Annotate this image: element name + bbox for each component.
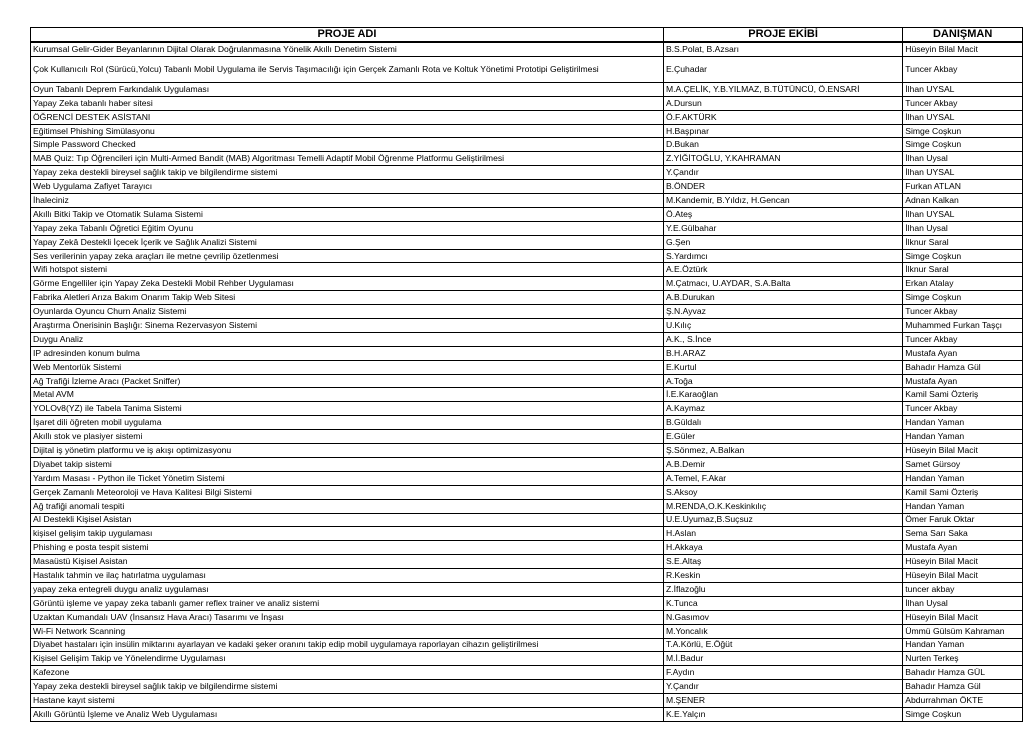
cell-project[interactable]: Yapay zeka destekli bireysel sağlık takip ve bilgilendirme sistemi — [31, 166, 664, 180]
cell-project[interactable]: Görme Engelliler için Yapay Zeka Destekli Mobil Rehber Uygulaması — [31, 277, 664, 291]
cell-team[interactable]: Z.İflazoğlu — [663, 582, 902, 596]
table-row — [31, 360, 1023, 374]
cell-project[interactable]: Ses verilerinin yapay zeka araçları ile metne çevrilip özetlenmesi — [31, 249, 664, 263]
cell-advisor[interactable]: Mustafa Ayan — [903, 374, 1023, 388]
cell-advisor[interactable]: Bahadır Hamza Gül — [903, 680, 1023, 694]
cell-advisor[interactable]: İlknur Saral — [903, 235, 1023, 249]
cell-advisor[interactable]: Tuncer Akbay — [903, 56, 1023, 82]
cell-team[interactable]: İ.E.Karaoğlan — [663, 388, 902, 402]
table-row — [31, 513, 1023, 527]
cell-project[interactable]: Ağ trafiği anomali tespiti — [31, 499, 664, 513]
table-row — [31, 96, 1023, 110]
table-row — [31, 42, 1023, 56]
cell-team[interactable]: K.E.Yalçın — [663, 707, 902, 721]
cell-team[interactable]: K.Tunca — [663, 596, 902, 610]
cell-advisor[interactable]: Tuncer Akbay — [903, 305, 1023, 319]
cell-team[interactable]: F.Aydın — [663, 666, 902, 680]
cell-advisor[interactable]: Hüseyin Bilal Macit — [903, 42, 1023, 56]
cell-team[interactable]: S.E.Altaş — [663, 555, 902, 569]
cell-team[interactable]: H.Başpınar — [663, 124, 902, 138]
cell-project[interactable]: ÖĞRENCİ DESTEK ASİSTANI — [31, 110, 664, 124]
cell-team[interactable]: U.E.Uyumaz,B.Suçsuz — [663, 513, 902, 527]
cell-advisor[interactable]: Tuncer Akbay — [903, 332, 1023, 346]
cell-advisor[interactable]: Handan Yaman — [903, 638, 1023, 652]
cell-advisor[interactable]: Furkan ATLAN — [903, 180, 1023, 194]
cell-project[interactable]: Çok Kullanıcılı Rol (Sürücü,Yolcu) Tabanlı Mobil Uygulama ile Servis Taşımacılığı için Gerçek Zamanlı Rota ve Koltuk Yönetimi Prototipi Geliştirilmesi — [31, 56, 664, 82]
cell-project[interactable]: İhaleciniz — [31, 194, 664, 208]
cell-advisor[interactable]: Simge Coşkun — [903, 138, 1023, 152]
table-row — [31, 332, 1023, 346]
cell-advisor[interactable]: İlhan UYSAL — [903, 207, 1023, 221]
cell-project[interactable]: Yapay Zekâ Destekli İçecek İçerik ve Sağlık Analizi Sistemi — [31, 235, 664, 249]
table-row — [31, 56, 1023, 82]
table-row — [31, 374, 1023, 388]
cell-project[interactable]: Duygu Analiz — [31, 332, 664, 346]
cell-advisor[interactable]: Handan Yaman — [903, 471, 1023, 485]
cell-team[interactable]: H.Akkaya — [663, 541, 902, 555]
cell-team[interactable]: M.RENDA,O.K.Keskinkılıç — [663, 499, 902, 513]
cell-project[interactable]: Wi-Fi Network Scanning — [31, 624, 664, 638]
header-project[interactable]: PROJE ADI — [31, 28, 664, 43]
cell-advisor[interactable]: Sema Sarı Saka — [903, 527, 1023, 541]
cell-project[interactable]: Hastalık tahmin ve ilaç hatırlatma uygulaması — [31, 569, 664, 583]
table-row — [31, 680, 1023, 694]
table-row — [31, 624, 1023, 638]
cell-project[interactable]: Eğitimsel Phishing Simülasyonu — [31, 124, 664, 138]
cell-team[interactable]: M.Kandemir, B.Yıldız, H.Gencan — [663, 194, 902, 208]
cell-project[interactable]: Uzaktan Kumandalı UAV (İnsansız Hava Aracı) Tasarımı ve İnşası — [31, 610, 664, 624]
table-row — [31, 263, 1023, 277]
table-row — [31, 194, 1023, 208]
cell-advisor[interactable]: Tuncer Akbay — [903, 96, 1023, 110]
cell-advisor[interactable]: Simge Coşkun — [903, 707, 1023, 721]
cell-project[interactable]: Kişisel Gelişim Takip ve Yönelendirme Uygulaması — [31, 652, 664, 666]
table-row — [31, 221, 1023, 235]
cell-project[interactable]: Oyun Tabanlı Deprem Farkındalık Uygulaması — [31, 82, 664, 96]
cell-team[interactable]: M.ŞENER — [663, 694, 902, 708]
cell-advisor[interactable]: Handan Yaman — [903, 430, 1023, 444]
cell-project[interactable]: Web Uygulama Zafiyet Tarayıcı — [31, 180, 664, 194]
cell-project[interactable]: Yardım Masası - Python ile Ticket Yönetim Sistemi — [31, 471, 664, 485]
cell-team[interactable]: D.Bukan — [663, 138, 902, 152]
cell-project[interactable]: Ağ Trafiği İzleme Aracı (Packet Sniffer) — [31, 374, 664, 388]
cell-team[interactable]: A.B.Durukan — [663, 291, 902, 305]
header-team[interactable]: PROJE EKİBİ — [663, 28, 902, 43]
table-row — [31, 652, 1023, 666]
cell-team[interactable]: Y.Çandır — [663, 166, 902, 180]
table-row — [31, 485, 1023, 499]
cell-advisor[interactable]: Samet Gürsoy — [903, 457, 1023, 471]
cell-team[interactable]: A.Dursun — [663, 96, 902, 110]
cell-advisor[interactable]: İlhan Uysal — [903, 221, 1023, 235]
cell-team[interactable]: M.İ.Badur — [663, 652, 902, 666]
table-row — [31, 180, 1023, 194]
cell-advisor[interactable]: Hüseyin Bilal Macit — [903, 555, 1023, 569]
cell-team[interactable]: A.E.Öztürk — [663, 263, 902, 277]
cell-team[interactable]: N.Gasımov — [663, 610, 902, 624]
cell-advisor[interactable]: İlhan UYSAL — [903, 166, 1023, 180]
cell-team[interactable]: M.Çatmacı, U.AYDAR, S.A.Balta — [663, 277, 902, 291]
cell-team[interactable]: A.K., S.İnce — [663, 332, 902, 346]
cell-project[interactable]: MAB Quiz: Tıp Öğrencileri için Multi-Armed Bandit (MAB) Algoritması Temelli Adaptif Mobil Öğrenme Platformu Geliştirilmesi — [31, 152, 664, 166]
cell-project[interactable]: Oyunlarda Oyuncu Churn Analiz Sistemi — [31, 305, 664, 319]
cell-team[interactable]: M.Yoncalık — [663, 624, 902, 638]
header-advisor[interactable]: DANIŞMAN — [903, 28, 1023, 43]
cell-project[interactable]: kişisel gelişim takip uygulaması — [31, 527, 664, 541]
cell-team[interactable]: B.S.Polat, B.Azsarı — [663, 42, 902, 56]
table-row — [31, 569, 1023, 583]
table-row — [31, 666, 1023, 680]
cell-team[interactable]: Ş.Sönmez, A.Balkan — [663, 444, 902, 458]
table-row — [31, 555, 1023, 569]
cell-advisor[interactable]: Simge Coşkun — [903, 124, 1023, 138]
cell-advisor[interactable]: tuncer akbay — [903, 582, 1023, 596]
cell-team[interactable]: Z.YİĞİTOĞLU, Y.KAHRAMAN — [663, 152, 902, 166]
cell-team[interactable]: S.Yardımcı — [663, 249, 902, 263]
cell-advisor[interactable]: Tuncer Akbay — [903, 402, 1023, 416]
cell-project[interactable]: Hastane kayıt sistemi — [31, 694, 664, 708]
cell-advisor[interactable]: İlknur Saral — [903, 263, 1023, 277]
cell-team[interactable]: B.H.ARAZ — [663, 346, 902, 360]
cell-advisor[interactable]: Bahadır Hamza Gül — [903, 360, 1023, 374]
table-row — [31, 124, 1023, 138]
cell-project[interactable]: yapay zeka entegreli duygu analiz uygulaması — [31, 582, 664, 596]
cell-project[interactable]: Kurumsal Gelir-Gider Beyanlarının Dijital Olarak Doğrulanmasına Yönelik Akıllı Denetim Sistemi — [31, 42, 664, 56]
cell-advisor[interactable]: Ömer Faruk Oktar — [903, 513, 1023, 527]
cell-advisor[interactable]: Erkan Atalay — [903, 277, 1023, 291]
cell-project[interactable]: Diyabet hastaları için insülin miktarını ayarlayan ve kadaki şeker oranını takip edip mobil uygulamaya raporlayan cihazın geliştirilmesi — [31, 638, 664, 652]
cell-advisor[interactable]: Hüseyin Bilal Macit — [903, 444, 1023, 458]
table-row — [31, 430, 1023, 444]
cell-project[interactable]: IP adresinden konum bulma — [31, 346, 664, 360]
table-row — [31, 471, 1023, 485]
cell-advisor[interactable]: Ümmü Gülsüm Kahraman — [903, 624, 1023, 638]
cell-team[interactable]: A.Temel, F.Akar — [663, 471, 902, 485]
table-row — [31, 541, 1023, 555]
cell-advisor[interactable]: Mustafa Ayan — [903, 346, 1023, 360]
cell-advisor[interactable]: Bahadır Hamza GÜL — [903, 666, 1023, 680]
cell-advisor[interactable]: Hüseyin Bilal Macit — [903, 569, 1023, 583]
cell-advisor[interactable]: İlhan UYSAL — [903, 110, 1023, 124]
cell-project[interactable]: Web Mentorlük Sistemi — [31, 360, 664, 374]
cell-team[interactable]: R.Keskin — [663, 569, 902, 583]
cell-advisor[interactable]: Muhammed Furkan Taşçı — [903, 319, 1023, 333]
cell-project[interactable]: Araştırma Önerisinin Başlığı: Sinema Rezervasyon Sistemi — [31, 319, 664, 333]
cell-project[interactable]: AI Destekli Kişisel Asistan — [31, 513, 664, 527]
cell-project[interactable]: Yapay zeka destekli bireysel sağlık takip ve bilgilendirme sistemi — [31, 680, 664, 694]
cell-project[interactable]: Akıllı Bitki Takip ve Otomatik Sulama Sistemi — [31, 207, 664, 221]
table-row — [31, 82, 1023, 96]
cell-advisor[interactable]: Adnan Kalkan — [903, 194, 1023, 208]
cell-team[interactable]: H.Aslan — [663, 527, 902, 541]
table-row — [31, 402, 1023, 416]
cell-team[interactable]: E.Kurtul — [663, 360, 902, 374]
table-row — [31, 388, 1023, 402]
cell-project[interactable]: Gerçek Zamanlı Meteoroloji ve Hava Kalitesi Bilgi Sistemi — [31, 485, 664, 499]
cell-project[interactable]: Metal AVM — [31, 388, 664, 402]
cell-team[interactable]: S.Aksoy — [663, 485, 902, 499]
cell-project[interactable]: Simple Password Checked — [31, 138, 664, 152]
table-row — [31, 249, 1023, 263]
table-row — [31, 416, 1023, 430]
cell-project[interactable]: Yapay Zeka tabanlı haber sitesi — [31, 96, 664, 110]
cell-advisor[interactable]: Handan Yaman — [903, 416, 1023, 430]
cell-team[interactable]: Ş.N.Ayvaz — [663, 305, 902, 319]
cell-project[interactable]: Masaüstü Kişisel Asistan — [31, 555, 664, 569]
cell-project[interactable]: Akıllı Görüntü İşleme ve Analiz Web Uygulaması — [31, 707, 664, 721]
table-row — [31, 457, 1023, 471]
cell-team[interactable]: B.Güldalı — [663, 416, 902, 430]
cell-team[interactable]: M.A.ÇELİK, Y.B.YILMAZ, B.TÜTÜNCÜ, Ö.ENSARİ — [663, 82, 902, 96]
table-row — [31, 582, 1023, 596]
table-row — [31, 694, 1023, 708]
cell-advisor[interactable]: İlhan Uysal — [903, 596, 1023, 610]
table-row — [31, 319, 1023, 333]
table-row — [31, 527, 1023, 541]
table-row — [31, 610, 1023, 624]
cell-team[interactable]: A.B.Demir — [663, 457, 902, 471]
cell-project[interactable]: Wifi hotspot sistemi — [31, 263, 664, 277]
cell-team[interactable]: Y.E.Gülbahar — [663, 221, 902, 235]
cell-advisor[interactable]: Kamil Sami Özteriş — [903, 485, 1023, 499]
cell-advisor[interactable]: Simge Coşkun — [903, 249, 1023, 263]
cell-project[interactable]: Diyabet takip sistemi — [31, 457, 664, 471]
table-row — [31, 499, 1023, 513]
cell-team[interactable]: E.Güler — [663, 430, 902, 444]
table-row — [31, 596, 1023, 610]
cell-project[interactable]: İşaret dili öğreten mobil uygulama — [31, 416, 664, 430]
cell-team[interactable]: Y.Çandır — [663, 680, 902, 694]
cell-project[interactable]: Dijital iş yönetim platformu ve iş akışı optimizasyonu — [31, 444, 664, 458]
cell-team[interactable]: T.A.Körlü, E.Öğüt — [663, 638, 902, 652]
cell-project[interactable]: Akıllı stok ve plasiyer sistemi — [31, 430, 664, 444]
cell-advisor[interactable]: İlhan UYSAL — [903, 82, 1023, 96]
cell-project[interactable]: Phishing e posta tespit sistemi — [31, 541, 664, 555]
table-row — [31, 305, 1023, 319]
cell-team[interactable]: A.Kaymaz — [663, 402, 902, 416]
table-row — [31, 707, 1023, 721]
cell-advisor[interactable]: Nurten Terkeş — [903, 652, 1023, 666]
cell-team[interactable]: E.Çuhadar — [663, 56, 902, 82]
table-row — [31, 110, 1023, 124]
table-row — [31, 277, 1023, 291]
cell-advisor[interactable]: Kamil Sami Özteriş — [903, 388, 1023, 402]
cell-project[interactable]: YOLOv8(YZ) ile Tabela Tanima Sistemi — [31, 402, 664, 416]
table-row — [31, 152, 1023, 166]
header-row — [31, 28, 1023, 43]
table-row — [31, 638, 1023, 652]
cell-advisor[interactable]: Mustafa Ayan — [903, 541, 1023, 555]
table-row — [31, 138, 1023, 152]
cell-project[interactable]: Görüntü işleme ve yapay zeka tabanlı gamer reflex trainer ve analiz sistemi — [31, 596, 664, 610]
cell-project[interactable]: Fabrika Aletleri Arıza Bakım Onarım Takip Web Sitesi — [31, 291, 664, 305]
project-table — [30, 27, 1023, 722]
cell-team[interactable]: A.Toğa — [663, 374, 902, 388]
table-row — [31, 166, 1023, 180]
table-row — [31, 291, 1023, 305]
cell-advisor[interactable]: Abdurrahman ÖKTE — [903, 694, 1023, 708]
cell-project[interactable]: Kafezone — [31, 666, 664, 680]
cell-advisor[interactable]: Hüseyin Bilal Macit — [903, 610, 1023, 624]
cell-team[interactable]: Ö.Ateş — [663, 207, 902, 221]
cell-team[interactable]: B.ÖNDER — [663, 180, 902, 194]
table-row — [31, 207, 1023, 221]
cell-team[interactable]: G.Şen — [663, 235, 902, 249]
cell-advisor[interactable]: Handan Yaman — [903, 499, 1023, 513]
table-row — [31, 444, 1023, 458]
table-row — [31, 346, 1023, 360]
cell-team[interactable]: Ö.F.AKTÜRK — [663, 110, 902, 124]
cell-advisor[interactable]: İlhan Uysal — [903, 152, 1023, 166]
table-row — [31, 235, 1023, 249]
cell-advisor[interactable]: Simge Coşkun — [903, 291, 1023, 305]
cell-team[interactable]: U.Kılıç — [663, 319, 902, 333]
cell-project[interactable]: Yapay zeka Tabanlı Öğretici Eğitim Oyunu — [31, 221, 664, 235]
